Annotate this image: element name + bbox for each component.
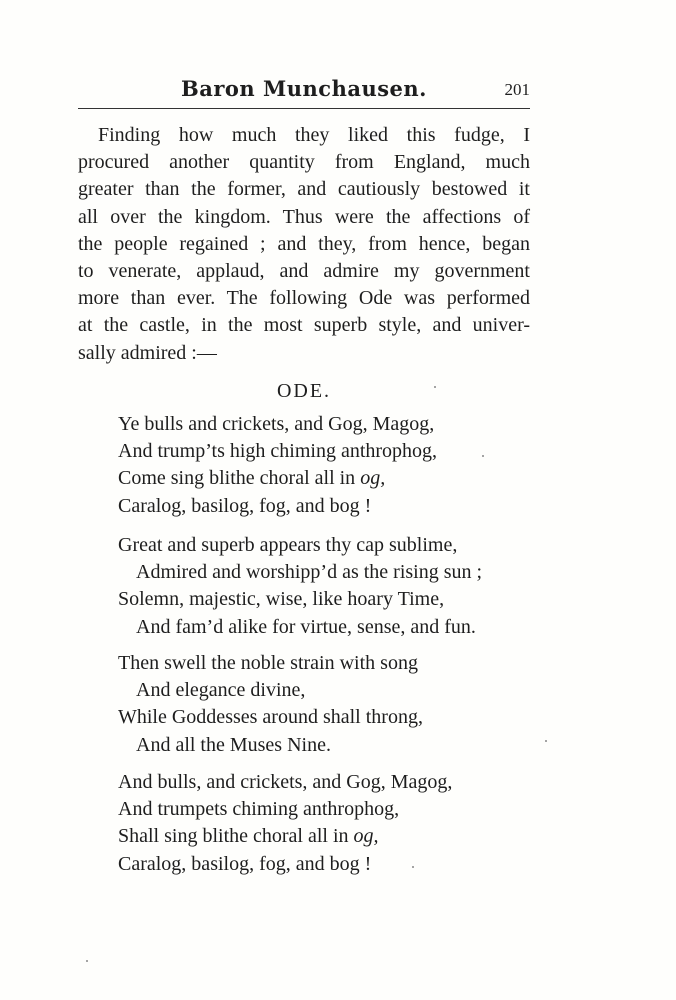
prose-paragraph [78, 122, 530, 367]
verse-line: Then swell the noble strain with song [118, 652, 418, 674]
verse-line: And elegance divine, [136, 679, 306, 702]
verse-line: And trump’ts high chiming anthrophog, [118, 440, 438, 463]
paper-speck [434, 386, 436, 388]
ode-stanza-3 [118, 650, 423, 759]
verse-line: And all the Muses Nine. [136, 733, 331, 756]
verse-line: Caralog, basilog, fog, and bog ! [118, 852, 372, 875]
verse-italic-word: og, [360, 467, 386, 490]
verse-line: And bulls, and crickets, and Gog, Magog, [118, 771, 453, 793]
verse-line: Solemn, majestic, wise, like hoary Time, [118, 588, 445, 611]
ode-stanza-4 [118, 769, 452, 878]
verse-italic-word: og, [353, 825, 379, 848]
ode-stanza-1 [118, 411, 437, 520]
paper-speck [545, 740, 547, 742]
paper-speck [86, 960, 88, 962]
page-number: 201 [504, 80, 530, 99]
running-title: Baron Munchausen. [181, 76, 427, 101]
paragraph-line: at the castle, in the most superb style, and univer- [78, 314, 530, 337]
paper-speck [412, 866, 414, 868]
ode-title: ODE. [276, 380, 332, 402]
paragraph-line: the people regained ; and they, from hence, began [78, 232, 530, 255]
verse-line [118, 823, 452, 850]
paragraph-line: greater than the former, and cautiously bestowed it [78, 178, 530, 201]
verse-text: Come sing blithe choral all in [118, 467, 361, 490]
paragraph-line: procured another quantity from England, much [78, 151, 530, 174]
verse-line: And fam’d alike for virtue, sense, and fun. [136, 615, 476, 638]
verse-line: And trumpets chiming anthrophog, [118, 798, 400, 821]
paragraph-line: Finding how much they liked this fudge, I [98, 124, 530, 146]
verse-line: Great and superb appears thy cap sublime, [118, 534, 458, 556]
paragraph-line: all over the kingdom. Thus were the affections of [78, 205, 530, 228]
verse-line: Admired and worshipp’d as the rising sun ; [136, 561, 483, 584]
paper-speck [482, 455, 484, 457]
verse-text: Shall sing blithe choral all in [118, 825, 354, 848]
paragraph-line: to venerate, applaud, and admire my government [78, 260, 530, 283]
verse-line [118, 465, 437, 492]
paragraph-line: sally admired :— [78, 341, 217, 364]
verse-line: While Goddesses around shall throng, [118, 706, 423, 729]
ode-stanza-2 [118, 532, 482, 641]
verse-line: Ye bulls and crickets, and Gog, Magog, [118, 413, 435, 435]
paragraph-line: more than ever. The following Ode was performed [78, 287, 530, 310]
header-rule [78, 108, 530, 109]
page-header [78, 70, 530, 110]
verse-line: Caralog, basilog, fog, and bog ! [118, 494, 372, 517]
